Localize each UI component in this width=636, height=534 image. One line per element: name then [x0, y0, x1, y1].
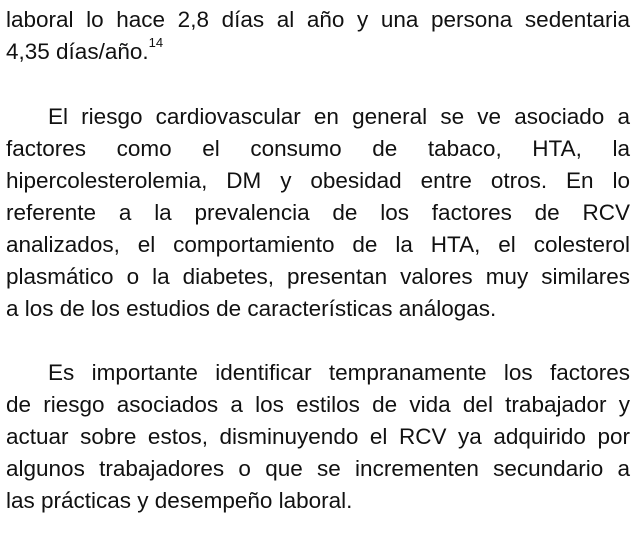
text-line: hipercolesterolemia, DM y obesidad entre otros. En lo	[6, 168, 630, 193]
text-line: laboral lo hace 2,8 días al año y una persona sedentaria	[6, 7, 630, 32]
paragraph-3	[6, 357, 630, 517]
text-line: 4,35 días/año.	[6, 39, 149, 64]
text-line: El riesgo cardiovascular en general se ve asociado a	[48, 104, 630, 129]
text-line: analizados, el comportamiento de la HTA, el colesterol	[6, 232, 630, 257]
text-line: factores como el consumo de tabaco, HTA, la	[6, 136, 630, 161]
footnote-reference: 14	[148, 35, 164, 50]
text-line-with-footnote	[6, 36, 630, 68]
text-line: a los de los estudios de características análogas.	[6, 296, 497, 321]
text-line: referente a la prevalencia de los factores de RCV	[6, 200, 630, 225]
text-line: Es importante identificar tempranamente los factores	[48, 360, 630, 385]
text-line: algunos trabajadores o que se incrementen secundario a	[6, 456, 630, 481]
text-line: las prácticas y desempeño laboral.	[6, 488, 353, 513]
paragraph-1	[6, 4, 630, 68]
paragraph-2	[6, 101, 630, 325]
text-line: de riesgo asociados a los estilos de vida del trabajador y	[6, 392, 630, 417]
text-line: actuar sobre estos, disminuyendo el RCV ya adquirido por	[6, 424, 630, 449]
text-line: plasmático o la diabetes, presentan valores muy similares	[6, 264, 630, 289]
